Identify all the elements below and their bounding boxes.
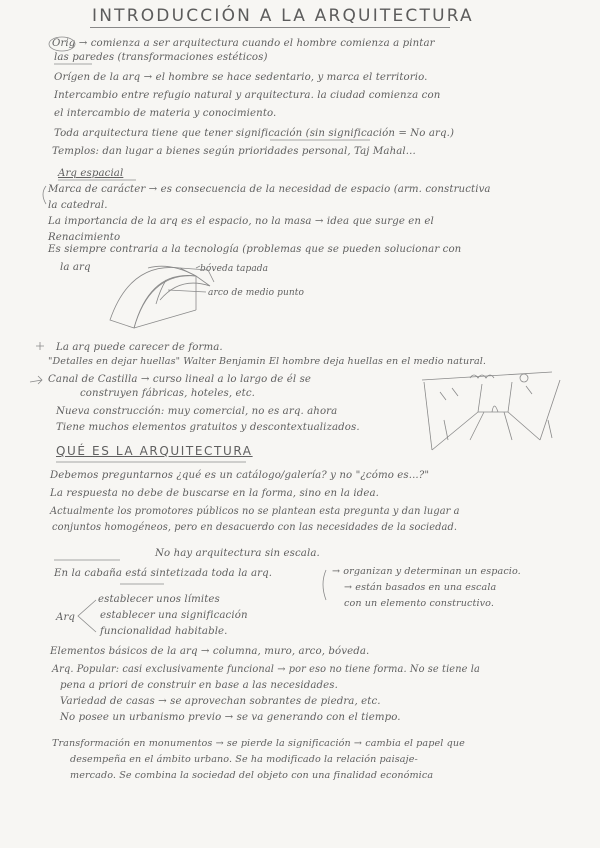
note-line: No posee un urbanismo previo → se va generando con el tiempo.	[60, 712, 401, 723]
sketch-label: arco de medio punto	[208, 288, 305, 298]
note-line: Debemos preguntarnos ¿qué es un catálogo/galería? y no "¿cómo es...?"	[50, 470, 430, 481]
note-line: las paredes (transformaciones estéticos)	[54, 52, 268, 63]
section-heading: Arq espacial	[58, 168, 124, 179]
canal-sketch	[422, 372, 560, 450]
note-line: Canal de Castilla → curso lineal a lo largo de él se	[48, 374, 312, 385]
note-line: Transformación en monumentos → se pierde la significación → cambia el papel que	[52, 738, 465, 749]
brace-mark	[323, 570, 326, 600]
note-line: "Detalles en dejar huellas" Walter Benjamin El hombre deja huellas en el medio natural.	[48, 356, 487, 367]
note-line: Actualmente los promotores públicos no se plantean esta pregunta y dan lugar a	[50, 506, 460, 517]
note-line: establecer unos límites	[98, 594, 220, 605]
brace-mark	[78, 600, 96, 632]
note-line: Arq. Popular: casi exclusivamente funcional → por eso no tiene forma. No se tiene la	[52, 664, 480, 675]
note-line: establecer una significación	[100, 610, 248, 621]
circle-mark	[49, 37, 75, 51]
note-line: → están basados en una escala	[344, 582, 497, 593]
note-line: funcionalidad habitable.	[100, 626, 228, 637]
note-line: con un elemento constructivo.	[344, 598, 494, 609]
page-title: INTRODUCCIÓN A LA ARQUITECTURA	[92, 6, 474, 26]
note-line: Toda arquitectura tiene que tener significación (sin significación = No arq.)	[54, 128, 455, 139]
note-line: Nueva construcción: muy comercial, no es arq. ahora	[56, 406, 338, 417]
note-line: la arq	[60, 262, 91, 273]
arrow-mark	[30, 376, 42, 384]
note-line: Orig → comienza a ser arquitectura cuando el hombre comienza a pintar	[52, 38, 435, 49]
vault-sketch	[110, 266, 214, 328]
note-line: La respuesta no debe de buscarse en la forma, sino en la idea.	[50, 488, 379, 499]
note-line: Templos: dan lugar a bienes según prioridades personal, Taj Mahal...	[52, 146, 416, 157]
note-line: desempeña en el ámbito urbano. Se ha modificado la relación paisaje-	[70, 754, 418, 765]
sketch-label: bóveda tapada	[200, 264, 269, 274]
note-line: mercado. Se combina la sociedad del objeto con una finalidad económica	[70, 770, 434, 781]
note-line: la catedral.	[48, 200, 108, 211]
note-line: Variedad de casas → se aprovechan sobrantes de piedra, etc.	[60, 696, 381, 707]
arq-label: Arq	[56, 612, 76, 623]
section-heading: QUÉ ES LA ARQUITECTURA	[56, 444, 253, 458]
note-line: Marca de carácter → es consecuencia de la necesidad de espacio (arm. constructiva	[48, 184, 491, 195]
note-line: conjuntos homogéneos, pero en desacuerdo con las necesidades de la sociedad.	[52, 522, 458, 533]
note-line: No hay arquitectura sin escala.	[155, 548, 320, 559]
note-line: Elementos básicos de la arq → columna, muro, arco, bóveda.	[50, 646, 370, 657]
note-line: La arq puede carecer de forma.	[56, 342, 223, 353]
note-line: En la cabaña está sintetizada toda la arq.	[54, 568, 273, 579]
note-line: Orígen de la arq → el hombre se hace sedentario, y marca el territorio.	[54, 72, 428, 83]
note-line: Tiene muchos elementos gratuitos y descontextualizados.	[56, 422, 360, 433]
note-line: → organizan y determinan un espacio.	[332, 566, 521, 577]
note-line: pena a priori de construir en base a las necesidades.	[60, 680, 338, 691]
bracket-mark	[43, 186, 46, 204]
note-line: Renacimiento	[48, 232, 121, 243]
note-line: Es siempre contraria a la tecnología (problemas que se pueden solucionar con	[48, 244, 462, 255]
note-line: La importancia de la arq es el espacio, no la masa → idea que surge en el	[48, 216, 434, 227]
note-line: el intercambio de materia y conocimiento.	[54, 108, 277, 119]
bullet-mark	[36, 342, 44, 350]
note-line: construyen fábricas, hoteles, etc.	[80, 388, 255, 399]
note-line: Intercambio entre refugio natural y arquitectura. la ciudad comienza con	[54, 90, 441, 101]
